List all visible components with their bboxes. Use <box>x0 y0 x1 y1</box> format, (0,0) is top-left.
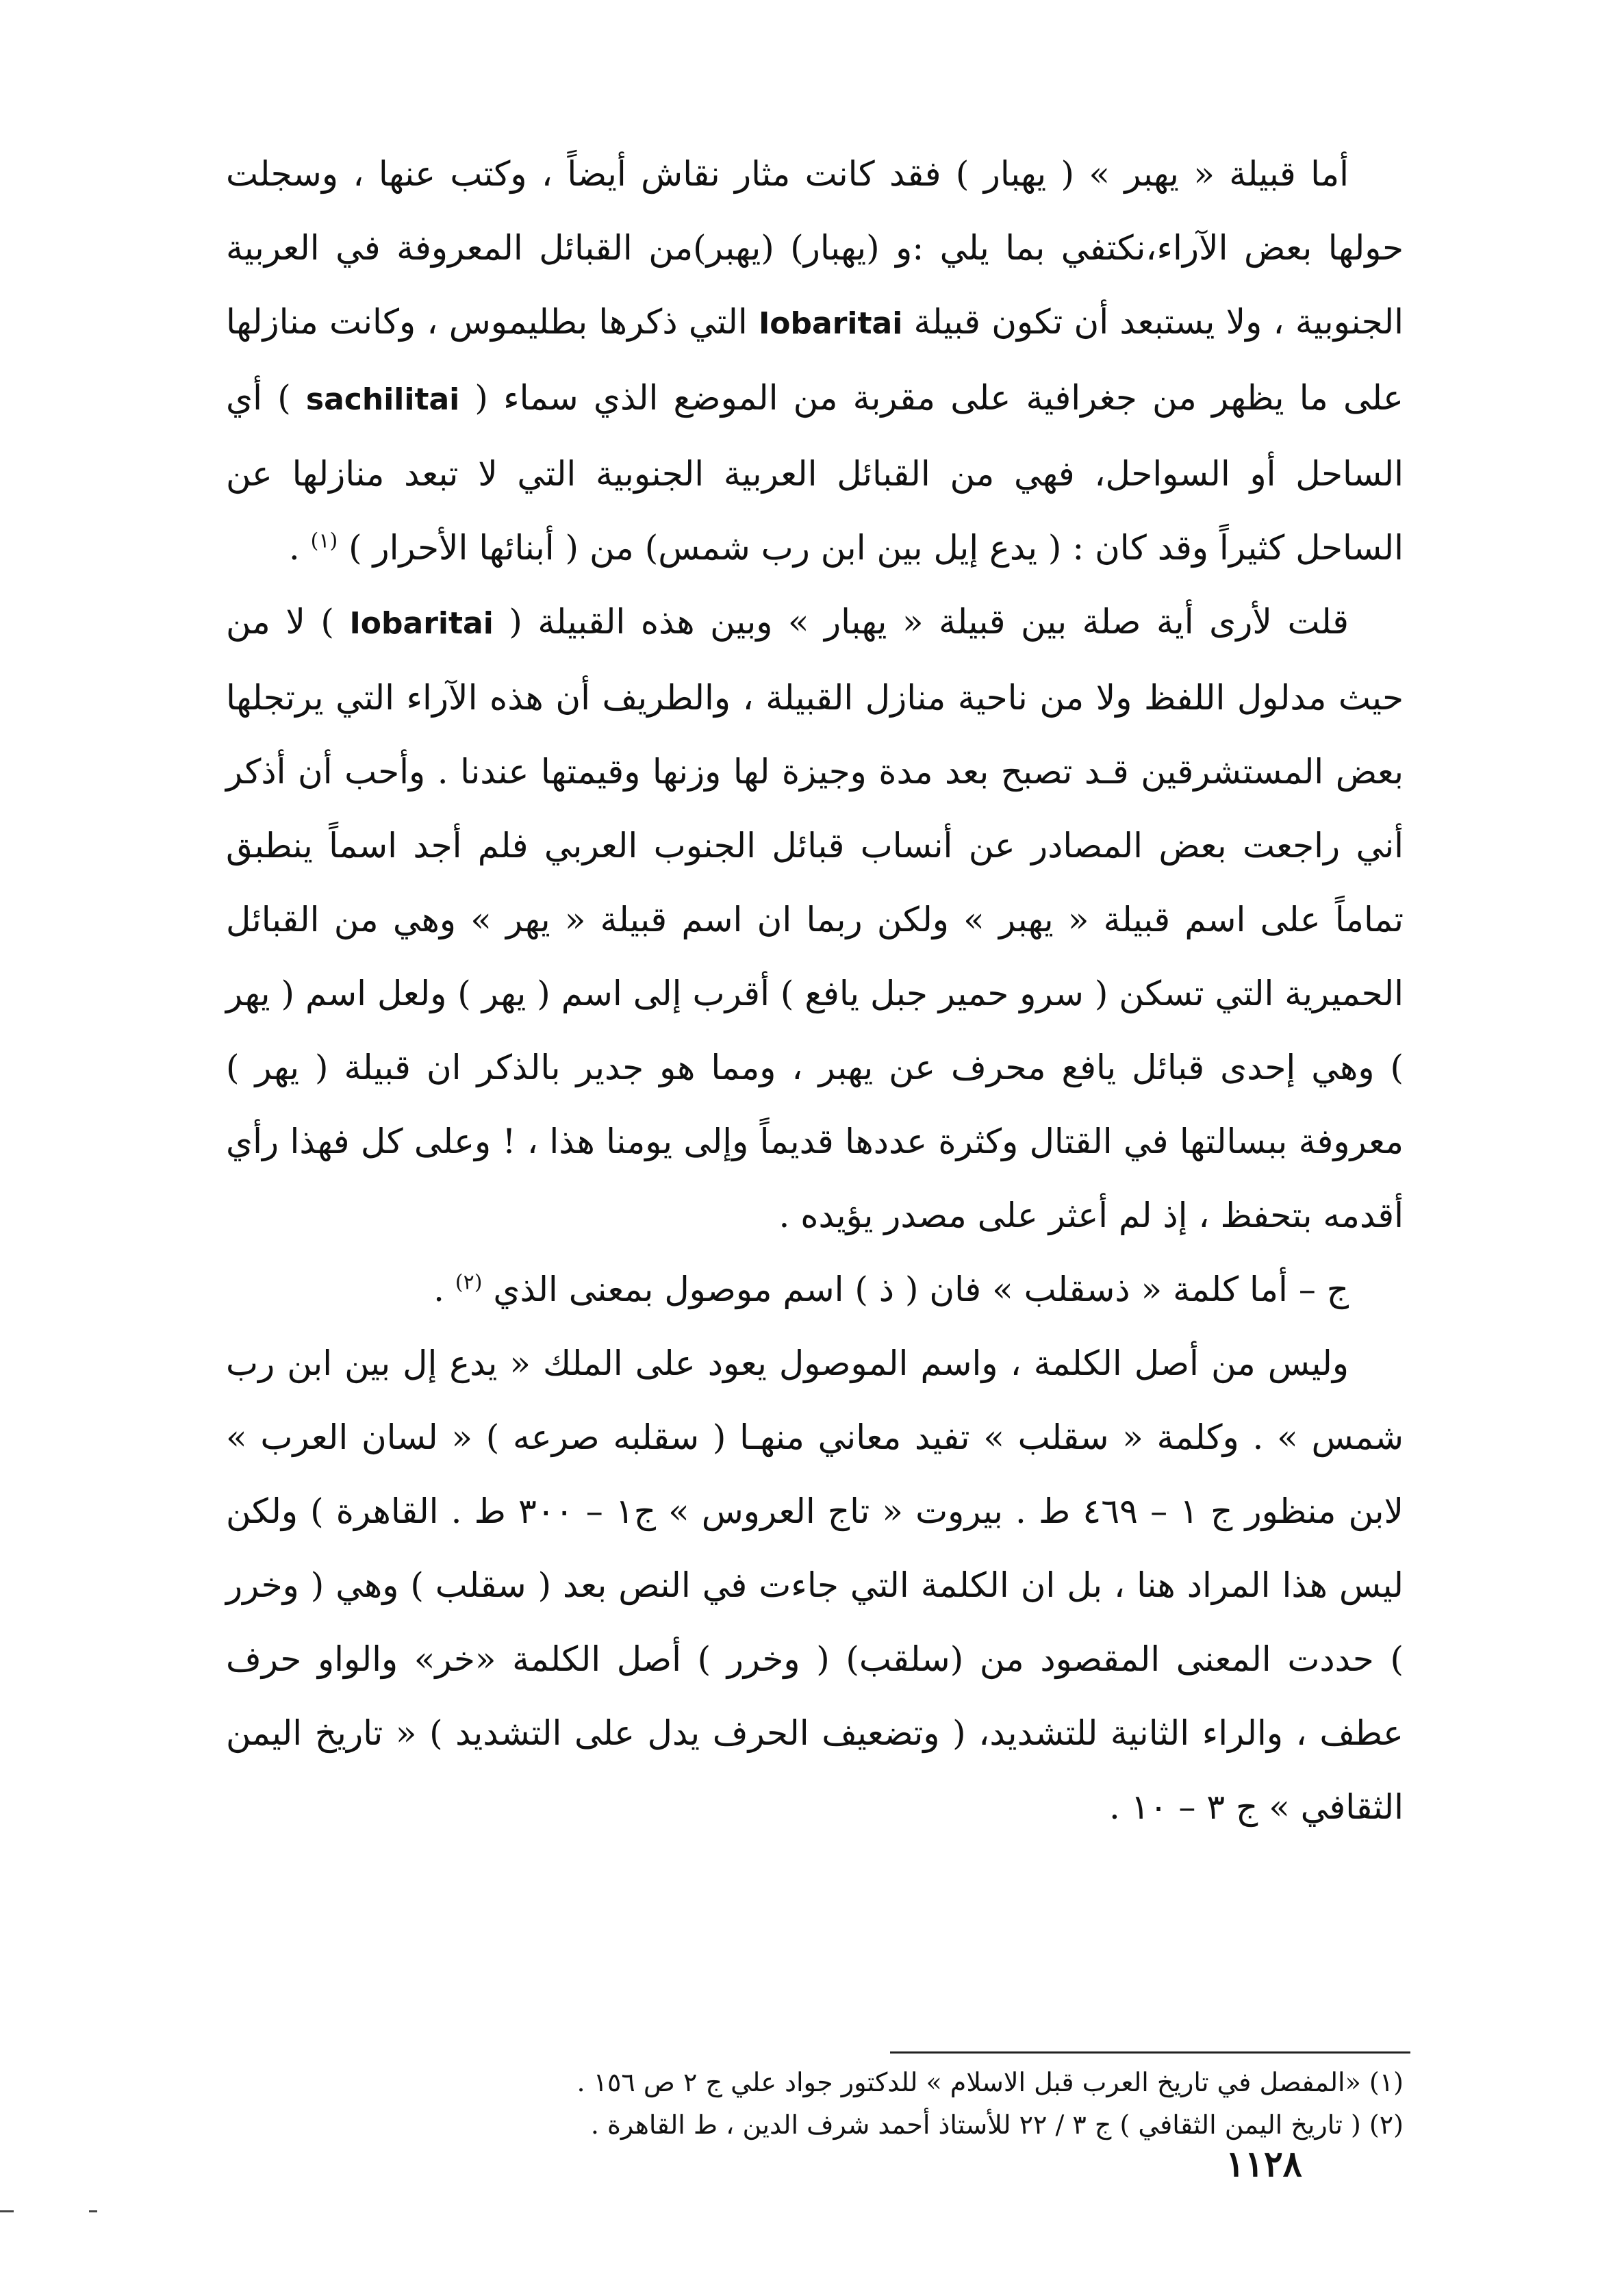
text-segment: قلت لأرى أية صلة بين قبيلة « يهبار » وبين هذه القبيلة ( <box>493 602 1349 642</box>
text-segment: ج – أما كلمة « ذسقلب » فان ( ذ ) اسم موصول بمعنى الذي <box>482 1269 1349 1309</box>
main-text <box>226 137 1404 1844</box>
paragraph <box>226 1252 1404 1326</box>
text-segment: التي ذكرها بطليموس ، وكانت منازلها على ما يظهر من جغرافية على مقربة من الموضع الذي سماء ( <box>226 302 1404 418</box>
scan-artifact-mark <box>0 2210 14 2212</box>
footnote-reference: (٢) <box>455 1270 483 1295</box>
footnote-reference: (١) <box>310 529 338 553</box>
text-segment: . <box>288 528 311 568</box>
footnote-divider <box>890 2051 1410 2054</box>
footnotes <box>246 2061 1404 2146</box>
paragraph <box>226 137 1404 585</box>
latin-term: Iobaritai <box>758 306 903 341</box>
paragraph <box>226 585 1404 1252</box>
page-number: ١١٢٨ <box>1226 2143 1302 2185</box>
text-segment: ) لا من حيث مدلول اللفظ ولا من ناحية منازل القبيلة ، والطريف أن هذه الآراء التي يرتجلها بعض المستشرقين قـد تصبح بعد مدة وجيزة لها وزنها وقيمتها عندنا . وأحب أن أذكر أني راجعت بعض المصادر عن أنساب قبائل الجنوب العربي فلم أجد اسماً ينطبق تماماً على اسم قبيلة « يهبر » ولكن ربما ان اسم قبيلة « يهر » وهي من القبائل الحميرية التي تسكن ( سرو حمير جبل يافع ) أقرب إلى اسم ( يهر ) ولعل اسم ( يهر ) وهي إحدى قبائل يافع محرف عن يهبر ، ومما هو جدير بالذكر ان قبيلة ( يهر ) معروفة ببسالتها في القتال وكثرة عددها قديماً وإلى يومنا هذا ، ! وعلى كل فهذا رأي أقدمه بتحفظ ، إذ لم أعثر على مصدر يؤيده . <box>226 602 1404 1235</box>
paragraph <box>226 1326 1404 1844</box>
text-segment: أما قبيلة « يهبر » ( يهبار ) فقد كانت مثار نقاش أيضاً ، وكتب عنها ، وسجلت حولها بعض الآراء،نكتفي بما يلي :و (يهبار) (يهبر)من القبائل المعروفة في العربية الجنوبية ، ولا يستبعد أن تكون قبيلة <box>226 154 1404 342</box>
text-segment: . <box>433 1269 455 1309</box>
latin-term: Iobaritai <box>349 606 494 641</box>
text-segment: وليس من أصل الكلمة ، واسم الموصول يعود على الملك « يدع إل بين ابن رب شمس » . وكلمة « سقلب » تفيد معاني منهـا ( سقلبه صرعه ) « لسان العرب » لابن منظور ج ١ – ٤٦٩ ط . بيروت « تاج العروس » ج١ – ٣٠٠ ط . القاهرة ) ولكن ليس هذا المراد هنا ، بل ان الكلمة التي جاءت في النص بعد ( سقلب ) وهي ( وخرر ) حددت المعنى المقصود من (سلقب) ( وخرر ) أصل الكلمة «خر» والواو حرف عطف ، والراء الثانية للتشديد، ( وتضعيف الحرف يدل على التشديد ) « تاريخ اليمن الثقافي » ج ٣ – ١٠ . <box>226 1343 1404 1827</box>
footnote-1: (١) «المفصل في تاريخ العرب قبل الاسلام » للدكتور جواد علي ج ٢ ص ١٥٦ . <box>576 2067 1404 2097</box>
footnote-2: (٢) ( تاريخ اليمن الثقافي ) ج ٣ / ٢٢ للأستاذ أحمد شرف الدين ، ط القاهرة . <box>590 2110 1404 2140</box>
latin-term: sachilitai <box>305 382 460 417</box>
text-segment: ) أي الساحل أو السواحل، فهي من القبائل العربية الجنوبية التي لا تبعد منازلها عن الساحل كثيراً وقد كان : ( يدع إيل بين ابن رب شمس) من ( أبنائها الأحرار ) <box>226 378 1404 568</box>
scan-artifact-mark <box>89 2210 97 2212</box>
